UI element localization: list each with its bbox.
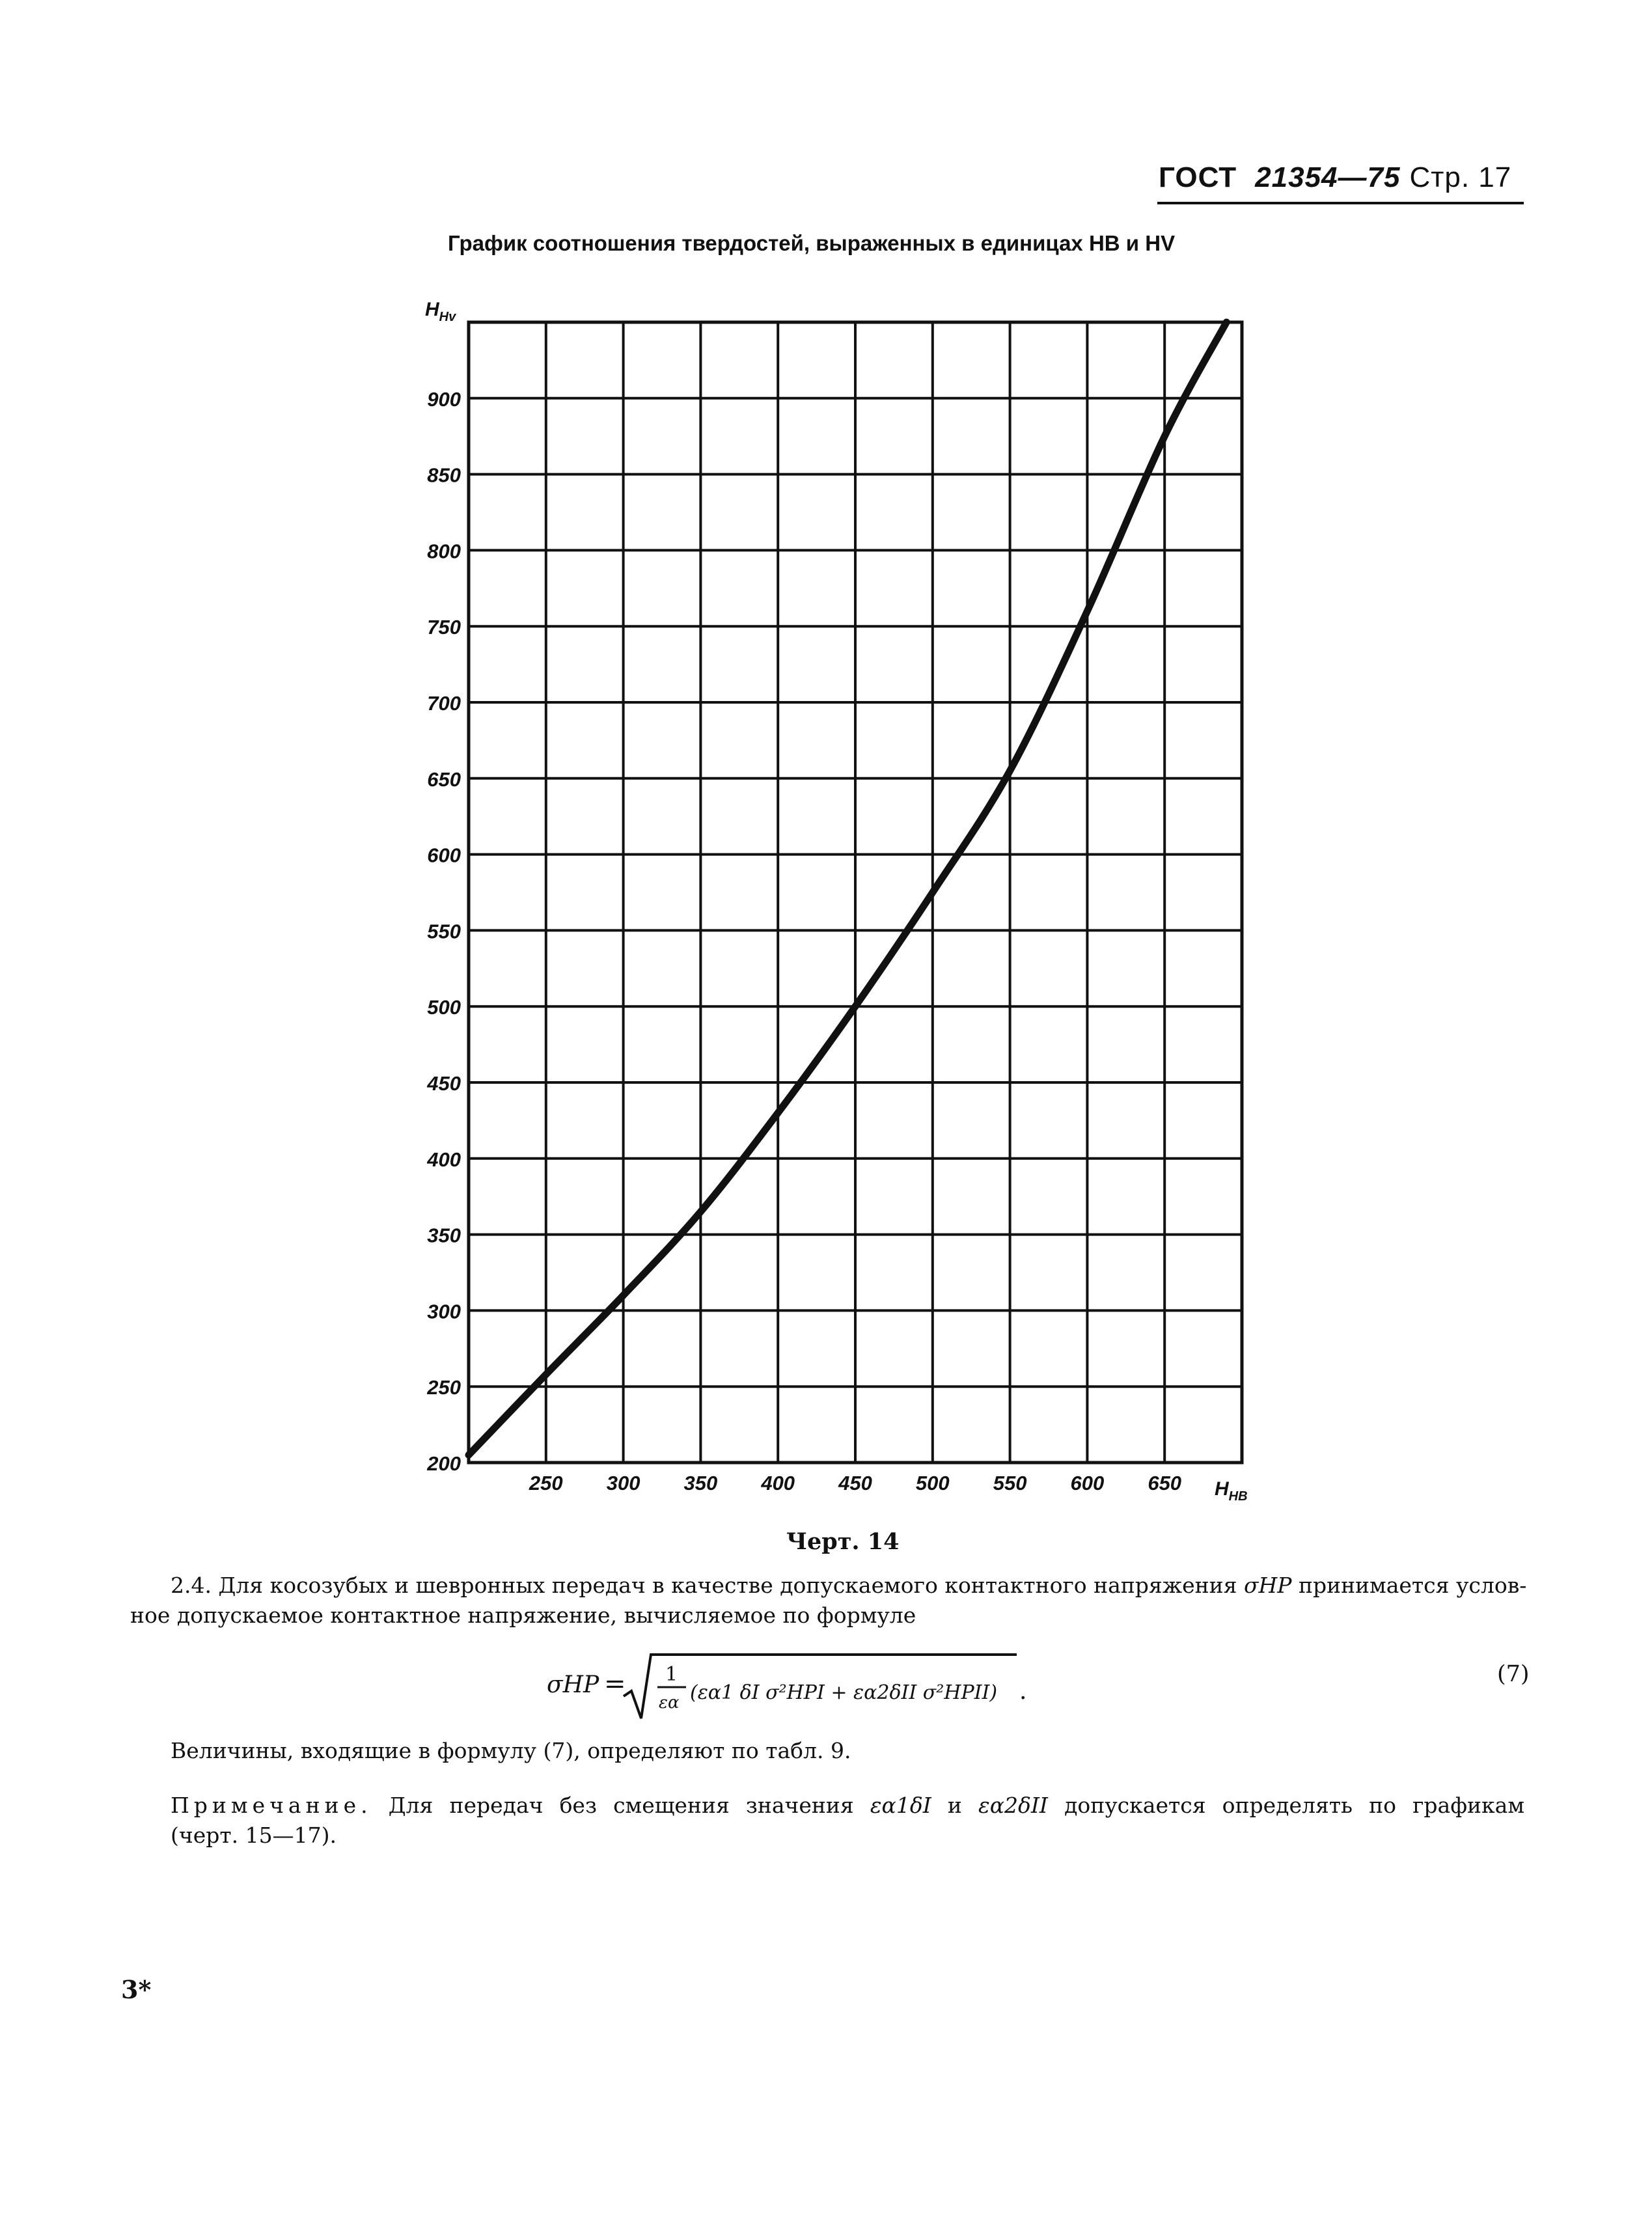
hardness-chart <box>404 290 1269 1526</box>
y-tick-250: 250 <box>427 1376 461 1399</box>
paragraph-text: Для косозубых и шевронных передач в качестве допускаемого контактного напряжения <box>218 1573 1237 1598</box>
paragraph-values: Величины, входящие в формулу (7), определяют по табл. 9. <box>171 1738 851 1763</box>
sigma-hp-symbol: σHP <box>1243 1573 1292 1598</box>
page-header <box>1159 161 1511 194</box>
note-line1 <box>171 1791 1524 1820</box>
y-tick-300: 300 <box>427 1300 461 1323</box>
y-tick-700: 700 <box>427 692 461 715</box>
chart-grid <box>469 322 1242 1463</box>
formula-numerator: 1 <box>665 1663 678 1686</box>
y-axis-label: $H_{Hv}$ <box>425 299 456 324</box>
x-tick-labels <box>529 1472 1181 1494</box>
series-line-hv-hb <box>469 322 1226 1455</box>
formula-7 <box>547 1645 1067 1730</box>
y-tick-labels <box>426 388 461 1475</box>
equation-number: (7) <box>1497 1661 1530 1687</box>
formula-denominator: εα <box>659 1693 680 1713</box>
x-tick-350: 350 <box>683 1472 718 1494</box>
x-tick-650: 650 <box>1148 1472 1182 1494</box>
paragraph-text-end: принимается услов- <box>1298 1573 1527 1598</box>
y-tick-650: 650 <box>427 767 461 791</box>
formula-end: . <box>1019 1678 1027 1705</box>
formula-lhs: σHP <box>547 1672 599 1698</box>
note-symbol-2: εα2δII <box>978 1793 1048 1818</box>
standard-label: ГОСТ <box>1159 161 1237 193</box>
note-line2: (черт. 15—17). <box>171 1823 337 1848</box>
y-tick-550: 550 <box>427 920 461 943</box>
y-tick-500: 500 <box>427 996 461 1019</box>
page-number: Стр. 17 <box>1409 161 1512 193</box>
paragraph-number: 2.4. <box>171 1573 212 1598</box>
note-symbol-1: εα1δI <box>870 1793 931 1818</box>
x-tick-300: 300 <box>606 1472 640 1494</box>
y-tick-800: 800 <box>427 540 461 563</box>
y-tick-600: 600 <box>427 844 461 867</box>
y-tick-850: 850 <box>427 463 461 487</box>
x-tick-450: 450 <box>838 1472 872 1494</box>
y-tick-900: 900 <box>427 387 461 411</box>
y-tick-350: 350 <box>427 1224 461 1247</box>
y-tick-750: 750 <box>427 616 461 639</box>
note-and: и <box>947 1793 962 1818</box>
figure-caption: Черт. 14 <box>786 1528 900 1555</box>
y-tick-450: 450 <box>427 1072 461 1095</box>
sheet-signature: 3* <box>121 1975 152 2004</box>
x-tick-400: 400 <box>761 1472 795 1494</box>
chart-title: График соотношения твердостей, выраженных в единицах HB и HV <box>448 231 1176 255</box>
hv-hb-curve <box>469 322 1226 1455</box>
x-tick-600: 600 <box>1070 1472 1105 1494</box>
x-tick-550: 550 <box>993 1472 1027 1494</box>
x-axis-label: $H_{HB}$ <box>1215 1478 1248 1504</box>
standard-number: 21354—75 <box>1255 161 1401 193</box>
note-label: Примечание. <box>171 1793 372 1818</box>
x-tick-250: 250 <box>529 1472 563 1494</box>
formula-equals: = <box>604 1669 626 1699</box>
formula-body: (εα1 δI σ²HPI + εα2δII σ²HPII) <box>690 1681 998 1704</box>
note-text-b: допускается определять по графикам <box>1064 1793 1524 1818</box>
y-tick-200: 200 <box>427 1452 461 1475</box>
y-tick-400: 400 <box>427 1148 461 1171</box>
note-text-a: Для передач без смещения значения <box>388 1793 854 1818</box>
paragraph-2-4-line2: ное допускаемое контактное напряжение, вычисляемое по формуле <box>130 1603 916 1628</box>
header-rule <box>1157 202 1524 204</box>
paragraph-2-4-line1 <box>171 1571 1527 1600</box>
x-tick-500: 500 <box>915 1472 950 1494</box>
